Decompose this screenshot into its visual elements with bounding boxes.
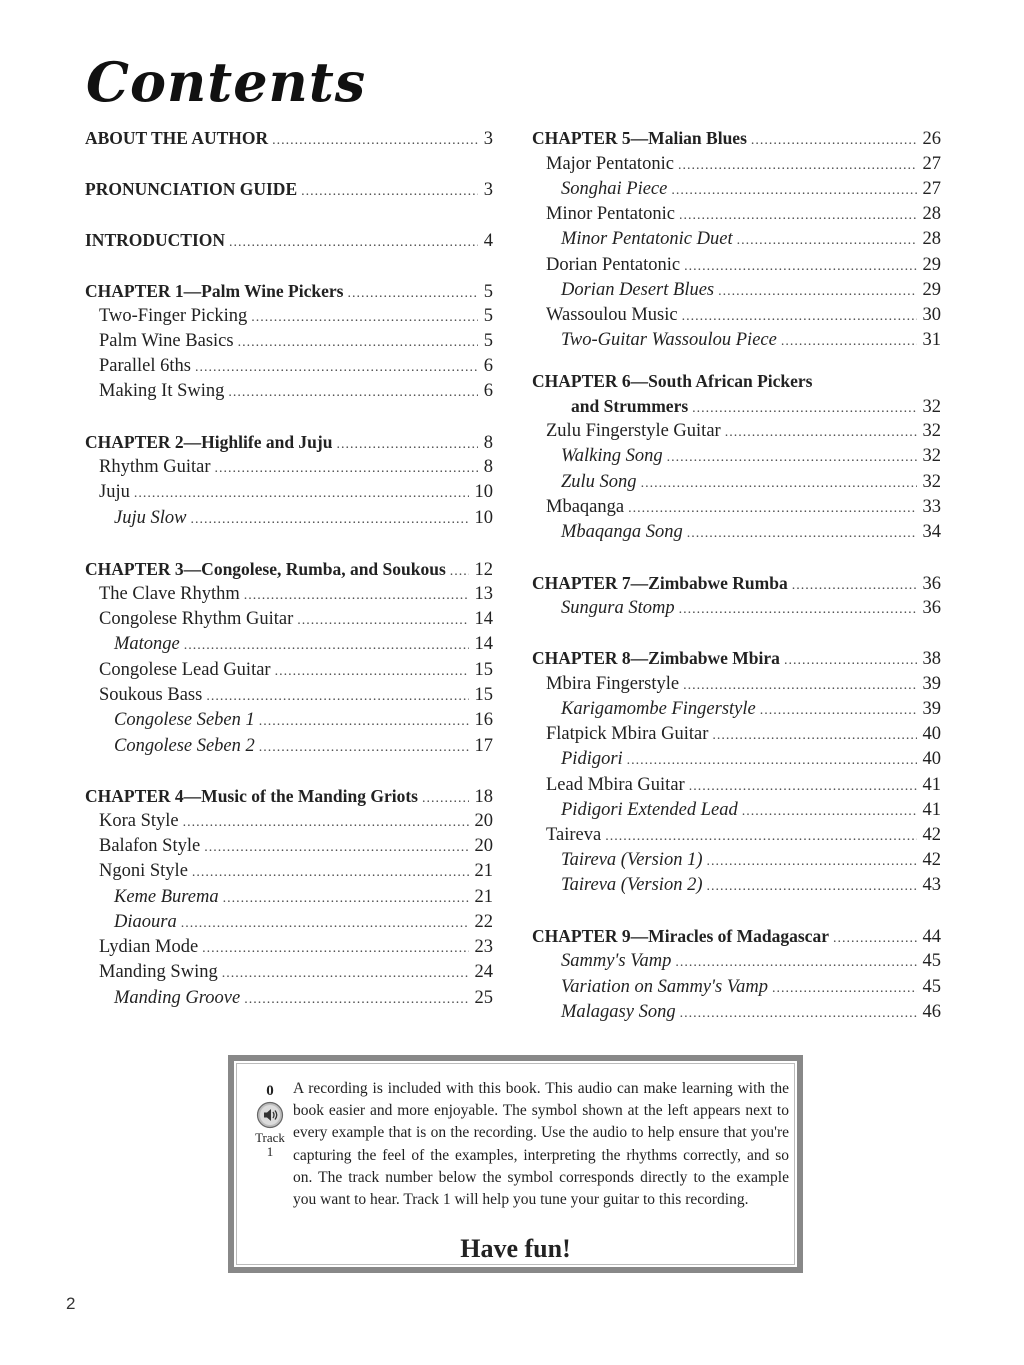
toc-entry-page: 36 [922,598,941,618]
toc-entry [85,859,493,884]
toc-dot-leader [259,709,469,734]
recording-text: A recording is included with this book. This audio can make learning with the book easier and more enjoyable. The symbol shown at the left appears next to every example that is on the recording. Use the audio to help ensure that you're capturing the feel of the examples, interpreting the rhythms correctly, and so on. The track number below the symbol corresponds directly to the example you want to hear. Track 1 will help you tune your guitar to this recording. [293,1080,789,1209]
toc-dot-leader [679,203,917,228]
toc-entry-label: Sungura Stomp [561,598,675,618]
toc-dot-leader [134,481,469,506]
toc-entry [85,480,493,505]
toc-dot-leader [195,355,478,380]
toc-entry-label: PRONUNCIATION GUIDE [85,179,298,199]
toc-entry [85,582,493,607]
toc-entry-label: Minor Pentatonic [546,204,675,224]
toc-entry-page: 36 [922,574,941,594]
toc-entry-label: Soukous Bass [99,685,203,705]
toc-dot-leader [689,774,917,799]
toc-entry-label: Making It Swing [99,381,225,401]
toc-entry-label: CHAPTER 3—Congolese, Rumba, and Soukous [85,559,446,579]
toc-entry-page: 22 [474,912,493,932]
toc-entry-page: 43 [922,875,941,895]
toc-entry-page: 14 [474,609,493,629]
toc-entry-page: 29 [922,255,941,275]
toc-entry-page: 44 [922,927,941,947]
toc-entry-page: 28 [922,229,941,249]
toc-entry-label: Pidigori Extended Lead [561,800,738,820]
toc-entry [85,557,493,582]
toc-entry [532,798,941,823]
toc-entry [532,520,941,545]
toc-dot-leader [687,521,917,546]
toc-dot-leader [272,128,478,153]
toc-dot-leader [712,723,916,748]
recording-note-box [228,1055,803,1273]
toc-dot-leader [183,810,469,835]
toc-entry-label: Manding Groove [114,988,241,1008]
toc-entry-page: 34 [922,522,941,542]
toc-entry [85,734,493,759]
toc-entry-label: Juju [99,482,130,502]
toc-entry [532,924,941,949]
toc-dot-leader [184,633,469,658]
toc-entry-label: Palm Wine Basics [99,331,234,351]
toc-dot-leader [725,420,917,445]
track-marker [251,1084,289,1159]
toc-entry-label: Flatpick Mbira Guitar [546,724,709,744]
toc-entry-label: Mbira Fingerstyle [546,674,680,694]
toc-dot-leader [792,573,917,598]
toc-entry [85,885,493,910]
toc-entry-page: 20 [474,836,493,856]
toc-dot-leader [772,976,917,1001]
toc-dot-leader [238,330,478,355]
toc-entry-page: 41 [922,800,941,820]
toc-dot-leader [760,698,917,723]
toc-entry-page: 14 [474,634,493,654]
toc-entry-page: 21 [474,861,493,881]
toc-entry-page: 27 [922,179,941,199]
toc-entry [532,126,941,151]
toc-entry-label: Wassoulou Music [546,305,678,325]
toc-entry [532,253,941,278]
toc-entry [85,379,493,404]
toc-entry-page: 40 [922,749,941,769]
toc-entry [532,202,941,227]
toc-entry-label: Songhai Piece [561,179,668,199]
toc-entry [85,228,493,253]
toc-dot-leader [641,471,917,496]
toc-entry [85,126,493,151]
toc-entry-label: Taireva (Version 1) [561,850,703,870]
toc-dot-leader [680,1001,917,1026]
toc-entry-page: 25 [474,988,493,1008]
toc-entry-page: 32 [922,472,941,492]
toc-entry-label: Pidigori [561,749,623,769]
toc-entry [85,960,493,985]
toc-dot-leader [222,961,469,986]
toc-entry-page: 16 [474,710,493,730]
toc-entry [532,949,941,974]
toc-entry-label: Diaoura [114,912,177,932]
toc-entry-page: 15 [474,685,493,705]
toc-entry-page: 29 [922,280,941,300]
toc-dot-leader [301,179,478,204]
toc-dot-leader [215,456,478,481]
toc-entry-label: Dorian Pentatonic [546,255,681,275]
toc-entry [532,571,941,596]
toc-entry-label: Congolese Seben 2 [114,736,255,756]
toc-dot-leader [671,178,916,203]
toc-entry-label: CHAPTER 6—South African Pickers [532,371,813,391]
track-number: 0 [266,1083,274,1099]
toc-entry [532,596,941,621]
track-value: 1 [266,1144,274,1159]
toc-entry-page: 32 [922,421,941,441]
toc-entry [532,470,941,495]
toc-dot-leader [833,926,917,951]
toc-dot-leader [228,380,477,405]
toc-dot-leader [675,950,916,975]
toc-entry [532,227,941,252]
toc-dot-leader [422,786,469,811]
toc-entry [85,177,493,202]
toc-entry-label: CHAPTER 9—Miracles of Madagascar [532,926,829,946]
toc-entry-label: Taireva [546,825,602,845]
toc-entry-page: 45 [922,951,941,971]
toc-entry-label: CHAPTER 1—Palm Wine Pickers [85,281,344,301]
toc-entry-label: Congolese Seben 1 [114,710,255,730]
toc-entry-page: 13 [474,584,493,604]
toc-entry-page: 8 [483,457,493,477]
toc-dot-leader [347,281,477,306]
toc-entry-page: 4 [483,231,493,251]
toc-entry [532,773,941,798]
toc-dot-leader [229,230,478,255]
toc-entry [532,975,941,1000]
toc-entry [85,354,493,379]
toc-entry-label: CHAPTER 5—Malian Blues [532,128,747,148]
toc-entry-label: CHAPTER 7—Zimbabwe Rumba [532,573,788,593]
toc-entry-label: CHAPTER 4—Music of the Manding Griots [85,786,418,806]
toc-entry-label: Congolese Rhythm Guitar [99,609,294,629]
toc-dot-leader [679,597,917,622]
toc-dot-leader [275,659,469,684]
toc-entry-label: Ngoni Style [99,861,188,881]
toc-dot-leader [742,799,917,824]
toc-entry-page: 32 [922,397,941,417]
toc-entry-page: 40 [922,724,941,744]
toc-entry [532,823,941,848]
toc-entry-page: 20 [474,811,493,831]
toc-entry-label: Variation on Sammy's Vamp [561,977,768,997]
toc-entry-label: Keme Burema [114,887,219,907]
toc-entry [85,607,493,632]
toc-entry [532,495,941,520]
toc-entry-page: 5 [483,331,493,351]
toc-entry [85,708,493,733]
toc-dot-leader [605,824,916,849]
toc-entry-page: 3 [483,129,493,149]
toc-entry [532,444,941,469]
toc-entry-page: 42 [922,825,941,845]
toc-entry-page: 10 [474,482,493,502]
toc-entry-page: 39 [922,699,941,719]
toc-entry-label: Major Pentatonic [546,154,674,174]
toc-entry-page: 28 [922,204,941,224]
toc-entry [85,279,493,304]
toc-dot-leader [718,279,916,304]
toc-entry-page: 24 [474,962,493,982]
toc-dot-leader [667,445,917,470]
have-fun-closing: Have fun! [460,1234,571,1263]
toc-entry [85,935,493,960]
toc-entry [532,152,941,177]
toc-entry [532,369,941,394]
toc-entry-label: and Strummers [571,396,689,416]
toc-entry-page: 6 [483,381,493,401]
toc-entry [85,430,493,455]
toc-dot-leader [223,886,469,911]
toc-entry [532,1000,941,1025]
toc-entry [532,278,941,303]
page-number: 2 [66,1294,76,1313]
toc-entry-page: 5 [483,306,493,326]
toc-entry [532,747,941,772]
toc-entry-label: Karigamombe Fingerstyle [561,699,756,719]
toc-entry-page: 31 [922,330,941,350]
toc-entry-label: Juju Slow [114,508,187,528]
toc-entry-page: 23 [474,937,493,957]
toc-dot-leader [692,396,916,421]
toc-entry [85,658,493,683]
toc-entry-label: Two-Guitar Wassoulou Piece [561,330,777,350]
toc-dot-leader [628,496,916,521]
toc-entry-page: 38 [922,649,941,669]
toc-entry [532,328,941,353]
toc-entry [85,455,493,480]
toc-entry-page: 10 [474,508,493,528]
toc-entry-page: 32 [922,446,941,466]
toc-dot-leader [683,673,916,698]
toc-entry-label: Lydian Mode [99,937,199,957]
toc-entry-page: 39 [922,674,941,694]
toc-dot-leader [192,860,469,885]
toc-entry-page: 12 [474,560,493,580]
toc-dot-leader [181,911,469,936]
toc-dot-leader [202,936,468,961]
toc-entry [85,632,493,657]
toc-entry-page: 30 [922,305,941,325]
toc-entry [532,394,941,419]
toc-entry [532,848,941,873]
toc-entry-label: Zulu Fingerstyle Guitar [546,421,721,441]
toc-dot-leader [244,987,468,1012]
toc-entry [85,784,493,809]
toc-entry [532,697,941,722]
toc-entry [532,646,941,671]
toc-entry-label: CHAPTER 8—Zimbabwe Mbira [532,648,780,668]
toc-entry-page: 18 [474,787,493,807]
toc-entry-label: Zulu Song [561,472,637,492]
toc-dot-leader [707,849,917,874]
toc-entry [85,986,493,1011]
toc-entry [532,303,941,328]
toc-entry-page: 15 [474,660,493,680]
toc-entry-label: Manding Swing [99,962,218,982]
toc-entry-label: Parallel 6ths [99,356,191,376]
toc-entry-page: 8 [483,433,493,453]
toc-entry-label: Matonge [114,634,180,654]
toc-dot-leader [781,329,917,354]
toc-dot-leader [206,684,468,709]
toc-dot-leader [627,748,917,773]
toc-entry [532,419,941,444]
toc-entry-label: Rhythm Guitar [99,457,211,477]
toc-entry-label: The Clave Rhythm [99,584,240,604]
toc-entry-label: Two-Finger Picking [99,306,248,326]
toc-dot-leader [204,835,468,860]
toc-entry [85,809,493,834]
toc-entry [85,683,493,708]
toc-entry-label: Mbaqanga Song [561,522,683,542]
toc-entry [532,873,941,898]
track-label: Track [255,1130,285,1145]
toc-entry-page: 17 [474,736,493,756]
speaker-icon [256,1101,284,1129]
toc-entry-label: CHAPTER 2—Highlife and Juju [85,432,333,452]
toc-entry [532,672,941,697]
toc-entry-label: Kora Style [99,811,179,831]
toc-entry-page: 26 [922,129,941,149]
toc-entry [85,329,493,354]
toc-entry-page: 46 [922,1002,941,1022]
toc-entry-page: 21 [474,887,493,907]
toc-entry-label: Dorian Desert Blues [561,280,715,300]
toc-dot-leader [190,507,468,532]
toc-entry-label: ABOUT THE AUTHOR [85,128,269,148]
toc-entry-page: 5 [483,282,493,302]
recording-note-inner [236,1063,795,1265]
toc-entry-label: Taireva (Version 2) [561,875,703,895]
toc-entry-label: Walking Song [561,446,663,466]
toc-dot-leader [450,559,469,584]
toc-entry-label: Congolese Lead Guitar [99,660,271,680]
toc-dot-leader [682,304,917,329]
toc-entry-page: 42 [922,850,941,870]
toc-entry-label: Mbaqanga [546,497,625,517]
toc-entry-label: Sammy's Vamp [561,951,672,971]
toc-dot-leader [678,153,917,178]
toc-dot-leader [244,583,469,608]
toc-entry [85,506,493,531]
toc-entry [85,304,493,329]
toc-dot-leader [737,228,917,253]
toc-entry-page: 27 [922,154,941,174]
toc-entry [532,177,941,202]
toc-entry [85,910,493,935]
toc-entry-label: Malagasy Song [561,1002,676,1022]
toc-entry-page: 33 [922,497,941,517]
toc-entry-page: 41 [922,775,941,795]
toc-entry-page: 45 [922,977,941,997]
toc-dot-leader [251,305,478,330]
toc-dot-leader [707,874,917,899]
toc-entry-label: Lead Mbira Guitar [546,775,685,795]
toc-entry-page: 3 [483,180,493,200]
page-title: Contents [86,50,367,114]
toc-entry-label: Minor Pentatonic Duet [561,229,733,249]
toc-dot-leader [784,648,917,673]
toc-entry-page: 6 [483,356,493,376]
toc-entry [85,834,493,859]
toc-dot-leader [336,432,477,457]
toc-dot-leader [259,735,469,760]
toc-dot-leader [684,254,916,279]
toc-entry-label: Balafon Style [99,836,201,856]
toc-entry [532,722,941,747]
toc-dot-leader [751,128,917,153]
toc-dot-leader [297,608,468,633]
toc-entry-label: INTRODUCTION [85,230,226,250]
